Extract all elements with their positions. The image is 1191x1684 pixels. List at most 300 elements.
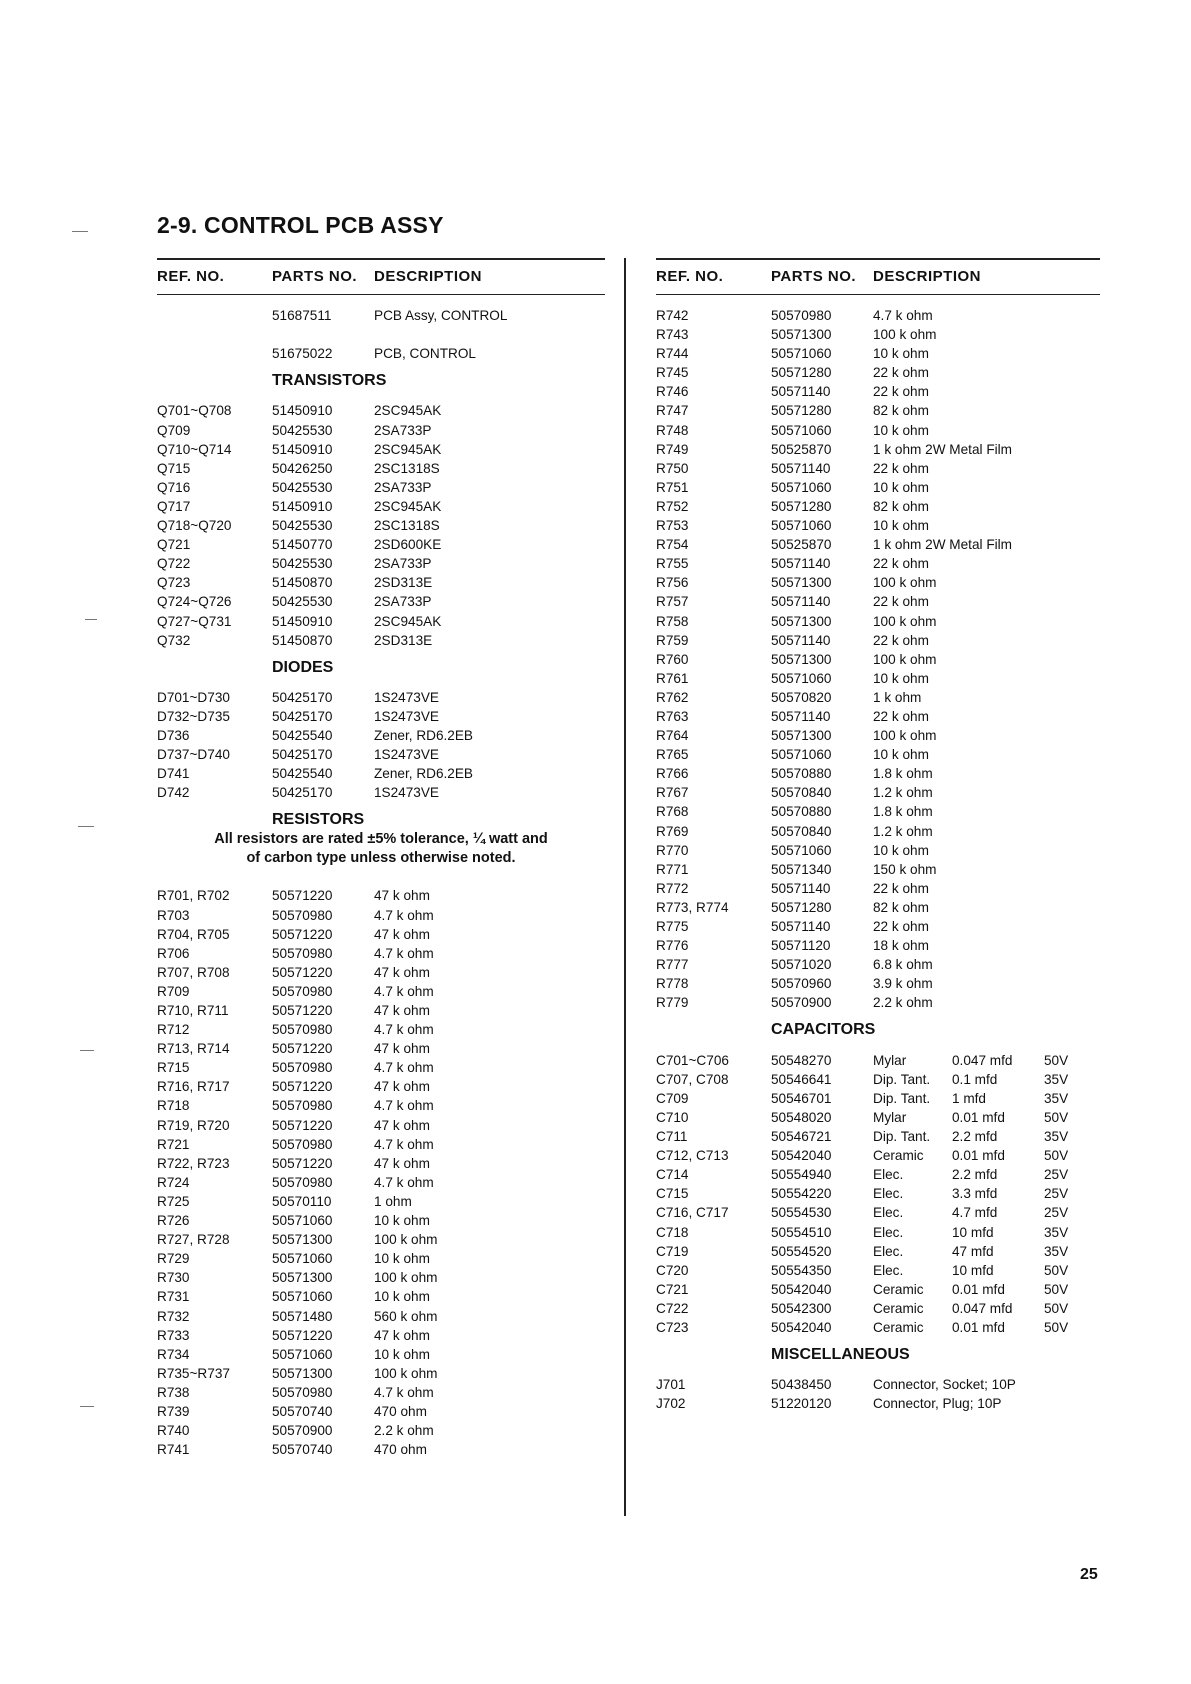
parts-row (157, 1097, 605, 1116)
ref-number: R756 (656, 575, 689, 591)
part-number: 50571060 (272, 1251, 333, 1267)
ref-number: R733 (157, 1327, 190, 1343)
part-description: 1 k ohm 2W Metal Film (873, 537, 1012, 553)
ref-number: R754 (656, 537, 689, 553)
part-description: 2SC945AK (374, 403, 442, 419)
parts-row (656, 613, 1100, 632)
parts-row (656, 574, 1100, 593)
part-number: 50571220 (272, 926, 333, 942)
capacitor-value: 0.047 mfd (952, 1300, 1013, 1316)
part-description: Zener, RD6.2EB (374, 728, 473, 744)
part-number: 50571060 (771, 670, 832, 686)
ref-number: R745 (656, 365, 689, 381)
capacitor-voltage: 50V (1044, 1109, 1069, 1125)
part-description: 4.7 k ohm (374, 945, 434, 961)
parts-row (157, 945, 605, 964)
ref-number: R765 (656, 747, 689, 763)
part-description: 100 k ohm (873, 651, 937, 667)
section-heading-miscellaneous (656, 1338, 1100, 1376)
part-description: 4.7 k ohm (374, 907, 434, 923)
part-number: 50554530 (771, 1205, 832, 1221)
capacitor-type: Ceramic (873, 1148, 924, 1164)
part-number: 50525870 (771, 441, 832, 457)
part-description: 100 k ohm (374, 1232, 438, 1248)
part-description: 22 k ohm (873, 594, 929, 610)
resistors-note (157, 830, 605, 868)
part-number: 50570980 (272, 1022, 333, 1038)
parts-row (656, 880, 1100, 899)
ref-number: D736 (157, 728, 190, 744)
ref-number: R759 (656, 632, 689, 648)
parts-row (157, 1269, 605, 1288)
ref-number: R725 (157, 1193, 190, 1209)
parts-row (157, 983, 605, 1002)
part-description: 1.8 k ohm (873, 804, 933, 820)
part-description: 10 k ohm (873, 747, 929, 763)
part-number: 50571280 (771, 498, 832, 514)
part-description: 4.7 k ohm (374, 983, 434, 999)
parts-row (157, 517, 605, 536)
part-description: 2SC1318S (374, 518, 440, 534)
part-description: 82 k ohm (873, 403, 929, 419)
part-description: 47 k ohm (374, 1079, 430, 1095)
parts-row (656, 861, 1100, 880)
ref-number: R764 (656, 728, 689, 744)
part-number: 50570820 (771, 689, 832, 705)
parts-row (656, 498, 1100, 517)
part-number: 50571480 (272, 1308, 333, 1324)
parts-row (157, 1136, 605, 1155)
part-description: 100 k ohm (873, 575, 937, 591)
scan-mark (78, 826, 94, 827)
ref-number: Q717 (157, 498, 191, 514)
ref-number: R701, R702 (157, 888, 230, 904)
ref-number: D742 (157, 785, 190, 801)
part-number: 50554520 (771, 1243, 832, 1259)
part-number: 51220120 (771, 1396, 832, 1412)
parts-row (157, 1250, 605, 1269)
parts-row (157, 1193, 605, 1212)
part-description: 22 k ohm (873, 365, 929, 381)
part-number: 51675022 (272, 346, 333, 362)
ref-number: R778 (656, 976, 689, 992)
part-description: 4.7 k ohm (374, 1022, 434, 1038)
parts-row (157, 574, 605, 593)
section-title: CAPACITORS (771, 1021, 876, 1039)
part-number: 50571280 (771, 403, 832, 419)
parts-row (656, 307, 1100, 326)
diodes-list (157, 689, 605, 804)
capacitor-value: 2.2 mfd (952, 1167, 998, 1183)
capacitor-voltage: 50V (1044, 1319, 1069, 1335)
capacitor-voltage: 35V (1044, 1071, 1069, 1087)
parts-row (157, 727, 605, 746)
parts-row (157, 1059, 605, 1078)
header-parts-no: PARTS NO. (771, 268, 857, 285)
ref-number: Q701~Q708 (157, 403, 232, 419)
part-number: 50571140 (771, 632, 831, 648)
part-description: 22 k ohm (873, 384, 929, 400)
part-number: 50570980 (272, 1174, 333, 1190)
ref-number: Q724~Q726 (157, 594, 232, 610)
part-number: 50425170 (272, 747, 333, 763)
part-description: 2SD600KE (374, 537, 442, 553)
parts-row (157, 498, 605, 517)
part-description: Zener, RD6.2EB (374, 766, 473, 782)
capacitor-type: Mylar (873, 1052, 907, 1068)
parts-row (157, 964, 605, 983)
ref-number: C715 (656, 1186, 689, 1202)
capacitor-type: Mylar (873, 1109, 907, 1125)
ref-number: C709 (656, 1090, 689, 1106)
ref-number: R777 (656, 957, 689, 973)
parts-row (656, 479, 1100, 498)
part-description: 2SD313E (374, 575, 433, 591)
part-number: 50571060 (771, 422, 832, 438)
part-number: 50571060 (272, 1289, 333, 1305)
ref-number: R741 (157, 1442, 190, 1458)
part-number: 50542300 (771, 1300, 832, 1316)
capacitor-type: Dip. Tant. (873, 1071, 931, 1087)
part-description: 22 k ohm (873, 632, 929, 648)
ref-number: R768 (656, 804, 689, 820)
ref-number: R719, R720 (157, 1117, 230, 1133)
ref-number: Q723 (157, 575, 191, 591)
part-description: 560 k ohm (374, 1308, 438, 1324)
part-number: 50571140 (771, 556, 831, 572)
parts-row (157, 1212, 605, 1231)
parts-row (656, 422, 1100, 441)
ref-number: R758 (656, 613, 689, 629)
part-number: 50571300 (771, 613, 832, 629)
parts-row (656, 918, 1100, 937)
parts-row (656, 994, 1100, 1013)
parts-row (157, 1365, 605, 1384)
part-description: Connector, Socket; 10P (873, 1377, 1016, 1393)
ref-number: C707, C708 (656, 1071, 729, 1087)
part-number: 50570980 (272, 907, 333, 923)
parts-row (656, 593, 1100, 612)
parts-row (656, 708, 1100, 727)
part-number: 50570740 (272, 1403, 333, 1419)
ref-number: R707, R708 (157, 964, 230, 980)
part-number: 50571060 (771, 842, 832, 858)
scan-mark (80, 1406, 94, 1407)
part-description: 100 k ohm (873, 728, 937, 744)
ref-number: R703 (157, 907, 190, 923)
parts-row (157, 555, 605, 574)
part-number: 51450910 (272, 498, 333, 514)
part-number: 50571060 (771, 747, 832, 763)
parts-row (656, 402, 1100, 421)
part-number: 50425530 (272, 479, 333, 495)
part-number: 50542040 (771, 1319, 832, 1335)
capacitor-type: Elec. (873, 1243, 904, 1259)
parts-row (656, 1185, 1100, 1204)
part-description: 4.7 k ohm (374, 1384, 434, 1400)
part-description: 10 k ohm (873, 346, 929, 362)
ref-number: R740 (157, 1423, 190, 1439)
part-description: 47 k ohm (374, 1003, 430, 1018)
part-number: 50571220 (272, 964, 333, 980)
parts-row (157, 1308, 605, 1327)
parts-row (656, 1147, 1100, 1166)
part-number: 50570840 (771, 785, 832, 801)
parts-row (157, 345, 605, 364)
part-number: 50570880 (771, 766, 832, 782)
part-description: 4.7 k ohm (374, 1174, 434, 1190)
ref-number: R771 (656, 861, 689, 877)
capacitor-voltage: 50V (1044, 1281, 1069, 1297)
section-heading-resistors (157, 803, 605, 830)
part-description: 47 k ohm (374, 1155, 430, 1171)
ref-number: R735~R737 (157, 1365, 230, 1381)
part-description: 22 k ohm (873, 708, 929, 724)
part-description: 47 k ohm (374, 888, 430, 904)
part-number: 50525870 (771, 537, 832, 553)
ref-number: R761 (656, 670, 689, 686)
part-description: 470 ohm (374, 1403, 427, 1419)
part-number: 50571060 (272, 1213, 333, 1229)
parts-row (656, 842, 1100, 861)
part-description: 18 k ohm (873, 938, 929, 954)
parts-row (157, 536, 605, 555)
section-heading-capacitors (656, 1013, 1100, 1051)
ref-number: R734 (157, 1346, 190, 1362)
part-number: 50570740 (272, 1442, 333, 1458)
parts-row (157, 1155, 605, 1174)
section-title: MISCELLANEOUS (771, 1346, 910, 1364)
parts-row (157, 1346, 605, 1365)
parts-row (656, 441, 1100, 460)
part-number: 50571220 (272, 1079, 333, 1095)
parts-row (157, 1040, 605, 1059)
ref-number: C719 (656, 1243, 689, 1259)
part-number: 51450770 (272, 537, 333, 553)
ref-number: C718 (656, 1224, 689, 1240)
parts-row (157, 402, 605, 421)
parts-row (656, 1243, 1100, 1262)
part-number: 50571300 (272, 1365, 333, 1381)
part-number: 51450870 (272, 632, 333, 648)
parts-row (157, 460, 605, 479)
ref-number: R746 (656, 384, 689, 400)
part-number: 50570110 (272, 1193, 332, 1209)
parts-row (656, 1319, 1100, 1338)
ref-number: C701~C706 (656, 1052, 729, 1068)
parts-row (656, 803, 1100, 822)
parts-row (157, 1327, 605, 1346)
ref-number: R722, R723 (157, 1155, 230, 1171)
ref-number: R738 (157, 1384, 190, 1400)
part-number: 50570840 (771, 823, 832, 839)
part-number: 50571140 (771, 880, 831, 896)
ref-number: R770 (656, 842, 689, 858)
header-description: DESCRIPTION (873, 268, 982, 285)
ref-number: Q727~Q731 (157, 613, 232, 629)
parts-row (656, 632, 1100, 651)
part-number: 50570880 (771, 804, 832, 820)
parts-row (656, 727, 1100, 746)
parts-row (656, 1224, 1100, 1243)
part-number: 50571280 (771, 365, 832, 381)
section-heading-transistors (157, 364, 605, 402)
part-number: 50570980 (771, 308, 832, 323)
part-description: 2.2 k ohm (374, 1423, 434, 1439)
ref-number: R726 (157, 1213, 190, 1229)
capacitor-value: 10 mfd (952, 1262, 994, 1278)
ref-number: R760 (656, 651, 689, 667)
parts-row (656, 765, 1100, 784)
parts-row (157, 1403, 605, 1422)
part-number: 50570980 (272, 1060, 333, 1076)
part-description: 4.7 k ohm (374, 1136, 434, 1152)
part-number: 50571140 (771, 919, 831, 934)
capacitor-value: 0.01 mfd (952, 1148, 1005, 1164)
parts-row (157, 479, 605, 498)
ref-number: R718 (157, 1098, 190, 1114)
part-description: 150 k ohm (873, 861, 937, 877)
ref-number: R713, R714 (157, 1041, 230, 1057)
capacitor-type: Ceramic (873, 1281, 924, 1297)
capacitor-value: 0.01 mfd (952, 1109, 1005, 1125)
part-number: 51450870 (272, 575, 333, 591)
part-description: 47 k ohm (374, 1041, 430, 1057)
part-number: 50571060 (771, 346, 832, 362)
capacitor-type: Ceramic (873, 1319, 924, 1335)
part-number: 51687511 (272, 308, 332, 323)
part-description: 4.7 k ohm (873, 308, 933, 323)
part-number: 50425170 (272, 689, 333, 705)
parts-row (656, 1281, 1100, 1300)
ref-number: C723 (656, 1319, 689, 1335)
ref-number: C712, C713 (656, 1148, 729, 1164)
parts-row (656, 651, 1100, 670)
ref-number: J702 (656, 1396, 686, 1412)
part-number: 50571220 (272, 1155, 333, 1171)
ref-number: Q721 (157, 537, 191, 553)
ref-number: R709 (157, 983, 190, 999)
ref-number: R753 (656, 518, 689, 534)
capacitor-voltage: 50V (1044, 1148, 1069, 1164)
capacitor-value: 10 mfd (952, 1224, 994, 1240)
ref-number: C721 (656, 1281, 689, 1297)
parts-row (656, 1395, 1100, 1414)
header-ref-no: REF. NO. (157, 268, 225, 285)
part-description: 1 ohm (374, 1193, 412, 1209)
ref-number: C722 (656, 1300, 689, 1316)
part-description: 100 k ohm (873, 613, 937, 629)
part-number: 50425540 (272, 766, 333, 782)
parts-row (157, 784, 605, 803)
parts-row (656, 460, 1100, 479)
part-number: 51450910 (272, 441, 333, 457)
part-number: 50546701 (771, 1090, 832, 1106)
part-number: 50571300 (272, 1270, 333, 1286)
parts-row (157, 1021, 605, 1040)
part-description: 1S2473VE (374, 708, 440, 724)
parts-row (656, 1300, 1100, 1319)
scan-mark (85, 619, 97, 620)
parts-row (656, 689, 1100, 708)
ref-number: R775 (656, 919, 689, 934)
part-description: 1.2 k ohm (873, 823, 933, 839)
ref-number: D737~D740 (157, 747, 230, 763)
ref-number: R712 (157, 1022, 190, 1038)
header-description: DESCRIPTION (374, 268, 483, 285)
ref-number: R706 (157, 945, 190, 961)
section-title: RESISTORS (272, 811, 365, 829)
header-parts-no: PARTS NO. (272, 268, 358, 285)
part-number: 50570900 (272, 1423, 333, 1439)
page-title: 2-9. CONTROL PCB ASSY (157, 212, 444, 238)
right-parts-column (656, 258, 1100, 1414)
ref-number: R729 (157, 1251, 190, 1267)
parts-row (157, 1117, 605, 1136)
capacitor-voltage: 35V (1044, 1090, 1069, 1106)
parts-row (656, 555, 1100, 574)
parts-row (157, 689, 605, 708)
miscellaneous-list (656, 1376, 1100, 1414)
ref-number: R767 (656, 785, 689, 801)
part-number: 50571060 (771, 518, 832, 534)
parts-row (656, 345, 1100, 364)
part-number: 50554220 (771, 1186, 832, 1202)
parts-row (157, 307, 605, 326)
capacitor-voltage: 25V (1044, 1167, 1069, 1183)
part-number: 50571280 (771, 899, 832, 915)
part-description: 10 k ohm (873, 518, 929, 534)
capacitor-value: 0.1 mfd (952, 1071, 998, 1087)
parts-row (157, 765, 605, 784)
resistors-list-continued (656, 307, 1100, 1013)
parts-row (656, 536, 1100, 555)
part-number: 50546721 (771, 1129, 832, 1145)
ref-number: R757 (656, 594, 689, 610)
parts-row (656, 1204, 1100, 1223)
part-number: 50438450 (771, 1377, 832, 1393)
part-number: 50571140 (771, 460, 831, 476)
ref-number: R748 (656, 422, 689, 438)
transistors-list (157, 402, 605, 650)
part-description: 2SC945AK (374, 613, 442, 629)
part-description: 2SA733P (374, 422, 432, 438)
part-description: 2SA733P (374, 479, 432, 495)
parts-row (656, 746, 1100, 765)
capacitor-value: 0.01 mfd (952, 1319, 1005, 1335)
ref-number: R732 (157, 1308, 190, 1324)
ref-number: D741 (157, 766, 190, 782)
part-description: 47 k ohm (374, 1117, 430, 1133)
part-number: 50570900 (771, 995, 832, 1011)
parts-row (157, 1174, 605, 1193)
capacitors-list (656, 1052, 1100, 1338)
part-number: 50571300 (771, 575, 832, 591)
parts-row (157, 1002, 605, 1021)
part-description: 47 k ohm (374, 1327, 430, 1343)
capacitor-value: 47 mfd (952, 1243, 994, 1259)
part-description: PCB Assy, CONTROL (374, 308, 508, 323)
ref-number: R749 (656, 441, 689, 457)
ref-number: R730 (157, 1270, 190, 1286)
part-description: 22 k ohm (873, 919, 929, 934)
ref-number: R715 (157, 1060, 190, 1076)
ref-number: Q732 (157, 632, 191, 648)
part-description: 10 k ohm (374, 1346, 430, 1362)
parts-row (656, 1262, 1100, 1281)
part-number: 50554510 (771, 1224, 832, 1240)
part-description: PCB, CONTROL (374, 346, 476, 362)
